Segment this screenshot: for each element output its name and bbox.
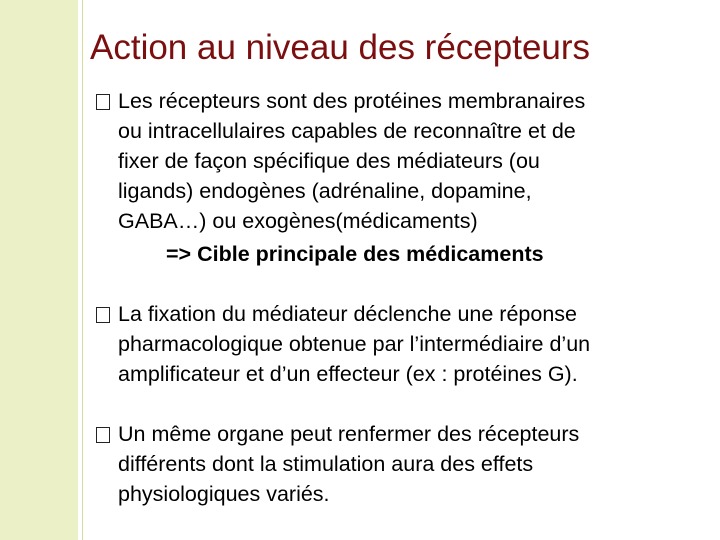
- key-conclusion: => Cible principale des médicaments: [166, 242, 544, 266]
- bullet-text-line: différents dont la stimulation aura des effets: [118, 452, 534, 476]
- slide-title: Action au niveau des récepteurs: [90, 28, 591, 67]
- square-bullet-icon: [96, 427, 110, 443]
- square-bullet-icon: [96, 307, 110, 323]
- side-decoration-panel: [0, 0, 78, 540]
- bullet-text-line: ou intracellulaires capables de reconnaître et de: [118, 119, 576, 143]
- bullet-text-line: ligands) endogènes (adrénaline, dopamine,: [118, 179, 532, 203]
- bullet-list: [96, 86, 696, 509]
- square-bullet-icon: [96, 94, 110, 110]
- bullet-text-line: physiologiques variés.: [118, 482, 330, 506]
- bullet-receptors-definition: [96, 86, 696, 269]
- bullet-text-line: Un même organe peut renfermer des récepteurs: [118, 422, 580, 446]
- bullet-text-line: fixer de façon spécifique des médiateurs (ou: [118, 149, 540, 173]
- bullet-text-line: Les récepteurs sont des protéines membranaires: [118, 89, 586, 113]
- side-divider-line: [82, 0, 83, 540]
- bullet-text-line: pharmacologique obtenue par l’intermédiaire d’un: [118, 332, 591, 356]
- bullet-text-line: amplificateur et d’un effecteur (ex : protéines G).: [118, 362, 578, 386]
- bullet-mediator-binding: [96, 299, 696, 389]
- bullet-organ-receptors: [96, 419, 696, 509]
- bullet-text-line: La fixation du médiateur déclenche une réponse: [118, 302, 577, 326]
- bullet-text-line: GABA…) ou exogènes(médicaments): [118, 209, 478, 233]
